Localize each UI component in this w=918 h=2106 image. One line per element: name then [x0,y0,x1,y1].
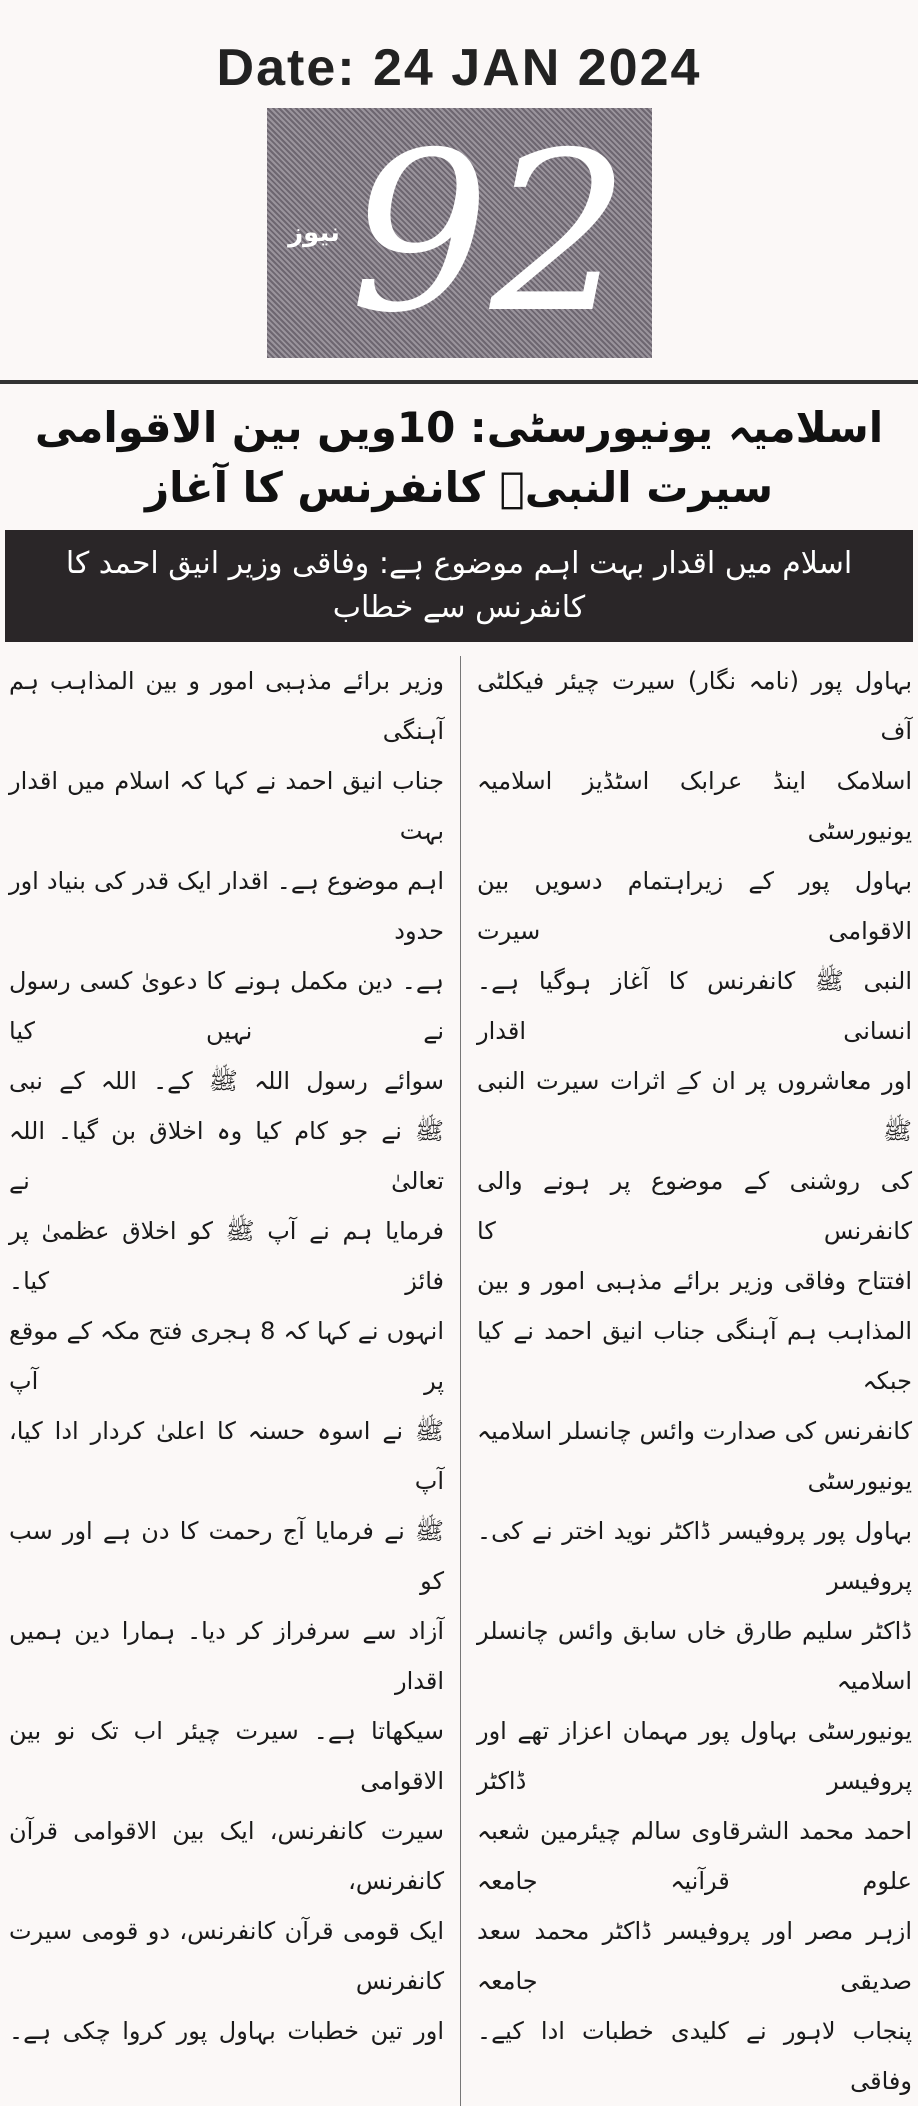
article-line: بہاول پور کے زیراہتمام دسویں بین الاقوامی سیرت [477,867,912,945]
date-stamp: Date: 24 JAN 2024 [216,39,702,97]
article-line: ہے۔ دین مکمل ہونے کا دعویٰ کسی رسول نے نہیں کیا [9,967,444,1045]
article-line: جناب انیق احمد نے کہا کہ اسلام میں اقدار بہت [9,767,444,845]
article-line: اور تین خطبات بہاول پور کروا چکی ہے۔ [9,2017,444,2045]
subheadline-bar [5,530,913,642]
article-line: ایک قومی قرآن کانفرنس، دو قومی سیرت کانفرنس [9,1917,444,1995]
article-line: ﷺ نے اسوہ حسنہ کا اعلیٰ کردار ادا کیا، آپ [9,1417,444,1495]
article-line: بہاول پور پروفیسر ڈاکٹر نوید اختر نے کی۔ پروفیسر [477,1517,912,1595]
article-line: آزاد سے سرفراز کر دیا۔ ہمارا دین ہمیں اقدار [9,1617,444,1695]
article-column-left [9,656,454,2106]
article-line: فرمایا ہم نے آپ ﷺ کو اخلاق عظمیٰ پر فائز کیا۔ [9,1217,444,1295]
article-line: ڈاکٹر سلیم طارق خاں سابق وائس چانسلر اسلامیہ [477,1617,912,1695]
article-line: افتتاح وفاقی وزیر برائے مذہبی امور و بین [477,1267,912,1295]
article-line: کی روشنی کے موضوع پر ہونے والی کانفرنس کا [477,1167,912,1245]
headline: اسلامیہ یونیورسٹی: 10ویں بین الاقوامی سیرت النبیؐ کانفرنس کا آغاز [34,403,884,512]
article-line: احمد محمد الشرقاوی سالم چیئرمین شعبہ علوم قرآنیہ جامعہ [477,1817,912,1895]
article-line: اسلامک اینڈ عرابک اسٹڈیز اسلامیہ یونیورسٹی [477,767,912,845]
newspaper-logo [267,105,652,361]
article-line: ﷺ نے جو کام کیا وہ اخلاق بن گیا۔ اللہ تعالیٰ نے [9,1117,444,1195]
article-line: وزیر برائے مذہبی امور و بین المذاہب ہم آہنگی [9,667,444,745]
logo-number: 92 [349,105,630,361]
article-line: سیکھاتا ہے۔ سیرت چیئر اب تک نو بین الاقوامی [9,1717,444,1795]
column-divider [460,656,461,2106]
article-line: پنجاب لاہور نے کلیدی خطبات ادا کیے۔ وفاقی [477,2017,912,2095]
article-line: سیرت کانفرنس، ایک بین الاقوامی قرآن کانفرنس، [9,1817,444,1895]
article-line: اور معاشروں پر ان کے اثرات سیرت النبی ﷺ [477,1067,912,1145]
article-line: ازہر مصر اور پروفیسر ڈاکٹر محمد سعد صدیقی جامعہ [477,1917,912,1995]
article-body [6,656,912,2106]
article-line: اہم موضوع ہے۔ اقدار ایک قدر کی بنیاد اور حدود [9,867,444,945]
article-line: کانفرنس کی صدارت وائس چانسلر اسلامیہ یونیورسٹی [477,1417,912,1495]
divider [0,380,918,384]
article-line: سوائے رسول اللہ ﷺ کے۔ اللہ کے نبی [9,1067,444,1095]
article-column-right [467,656,912,2106]
article-line: یونیورسٹی بہاول پور مہمان اعزاز تھے اور پروفیسر ڈاکٹر [477,1717,912,1795]
subheadline: اسلام میں اقدار بہت اہم موضوع ہے: وفاقی وزیر انیق احمد کا کانفرنس سے خطاب [65,546,853,625]
article-line: بہاول پور (نامہ نگار) سیرت چیئر فیکلٹی آف [477,667,912,745]
article-line: المذاہب ہم آہنگی جناب انیق احمد نے کیا جبکہ [477,1317,912,1395]
logo-word: نیوز [288,218,340,248]
article-line: ﷺ نے فرمایا آج رحمت کا دن ہے اور سب کو [9,1517,444,1595]
logo-area [0,105,918,361]
article-line: انہوں نے کہا کہ 8 ہجری فتح مکہ کے موقع پر آپ [9,1317,445,1395]
article-line: النبی ﷺ کانفرنس کا آغاز ہوگیا ہے۔ انسانی اقدار [477,967,912,1045]
